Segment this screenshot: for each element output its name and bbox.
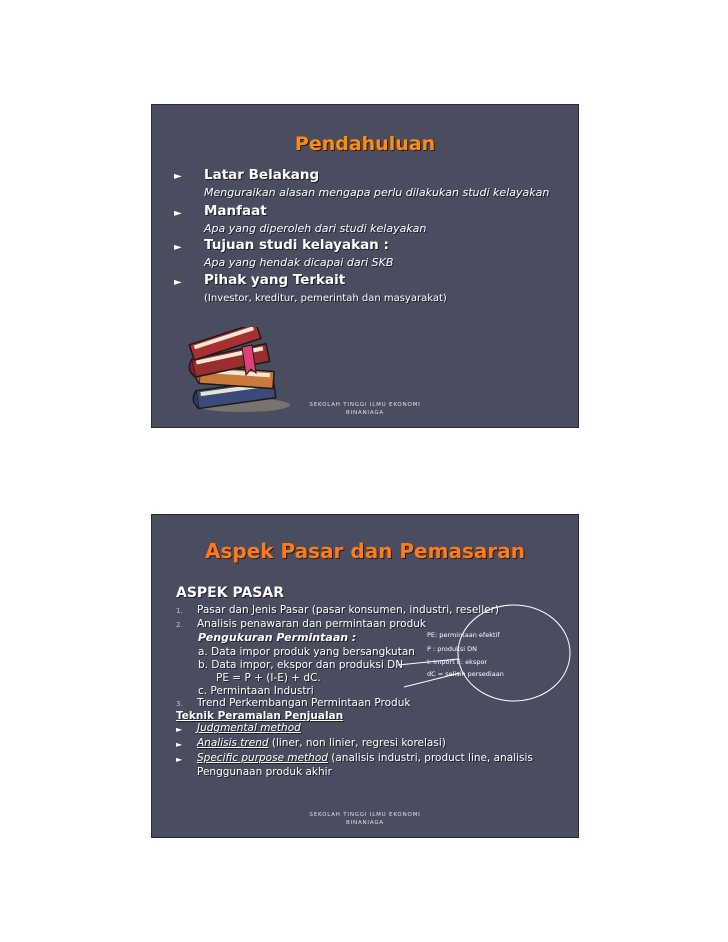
slide-title: Pendahuluan (294, 133, 436, 155)
note-text: P : produksi DN (427, 645, 478, 653)
bullet-arrow-icon: ► (176, 740, 183, 749)
footer-line: BINANIAGA (346, 410, 384, 416)
bullet-arrow-icon: ► (176, 725, 183, 734)
slide-title: Aspek Pasar dan Pemasaran (205, 539, 525, 563)
bullet-heading: Tujuan studi kelayakan : (204, 237, 389, 253)
sub-item: c. Permintaan Industri (198, 685, 314, 697)
method-item (197, 752, 533, 764)
bullet-heading: Latar Belakang (204, 167, 320, 183)
section-subheading: Teknik Peramalan Penjualan (176, 710, 344, 722)
list-number: 3. (176, 700, 183, 708)
note-text: PE: permintaan efektif (427, 631, 500, 639)
list-item: Pasar dan Jenis Pasar (pasar konsumen, industri, reseller) (197, 604, 499, 616)
section-heading: ASPEK PASAR (176, 585, 284, 601)
footer-line: SEKOLAH TINGGI ILMU EKONOMI (309, 812, 421, 818)
footer-line: SEKOLAH TINGGI ILMU EKONOMI (309, 402, 421, 408)
method-name: Analisis trend (197, 737, 269, 749)
books-clipart-icon (182, 327, 292, 415)
footer-institution (302, 401, 428, 417)
slide-pendahuluan (151, 104, 579, 428)
sub-heading: Pengukuran Permintaan : (198, 631, 357, 644)
bullet-description: (Investor, kreditur, pemerintah dan masyarakat) (204, 293, 447, 304)
bullet-description: Menguraikan alasan mengapa perlu dilakukan studi kelayakan (204, 186, 550, 199)
note-text: dC = selisih persediaan (427, 670, 504, 678)
slide-aspek-pasar (151, 514, 579, 838)
list-item: Trend Perkembangan Permintaan Produk (197, 697, 411, 709)
method-item-continued: Penggunaan produk akhir (197, 766, 332, 778)
list-item: Analisis penawaran dan permintaan produk (197, 618, 426, 630)
sub-item: a. Data impor produk yang bersangkutan (198, 646, 415, 658)
method-name: Specific purpose method (197, 752, 328, 764)
bullet-arrow-icon: ► (174, 208, 182, 219)
bullet-arrow-icon: ► (174, 242, 182, 253)
formula: PE = P + (I-E) + dC. (216, 672, 321, 684)
method-item (197, 722, 301, 734)
bullet-heading: Manfaat (204, 203, 267, 219)
method-detail: (analisis industri, product line, analisis (327, 752, 533, 764)
bullet-arrow-icon: ► (174, 277, 182, 288)
bullet-heading: Pihak yang Terkait (204, 272, 346, 288)
bullet-description: Apa yang hendak dicapai dari SKB (204, 256, 394, 269)
footer-line: BINANIAGA (346, 820, 384, 826)
list-number: 1. (176, 607, 183, 615)
footer-institution (302, 811, 428, 827)
sub-item: b. Data impor, ekspor dan produksi DN (198, 659, 404, 671)
method-detail: (liner, non linier, regresi korelasi) (268, 737, 446, 749)
bullet-arrow-icon: ► (174, 171, 182, 182)
bullet-description: Apa yang diperoleh dari studi kelayakan (204, 222, 427, 235)
list-number: 2. (176, 621, 183, 629)
method-item (197, 737, 446, 749)
method-name: Judgmental method (197, 722, 301, 734)
note-text: I: Import E: ekspor (427, 658, 488, 666)
callout-ellipse (374, 601, 574, 711)
bullet-arrow-icon: ► (176, 755, 183, 764)
